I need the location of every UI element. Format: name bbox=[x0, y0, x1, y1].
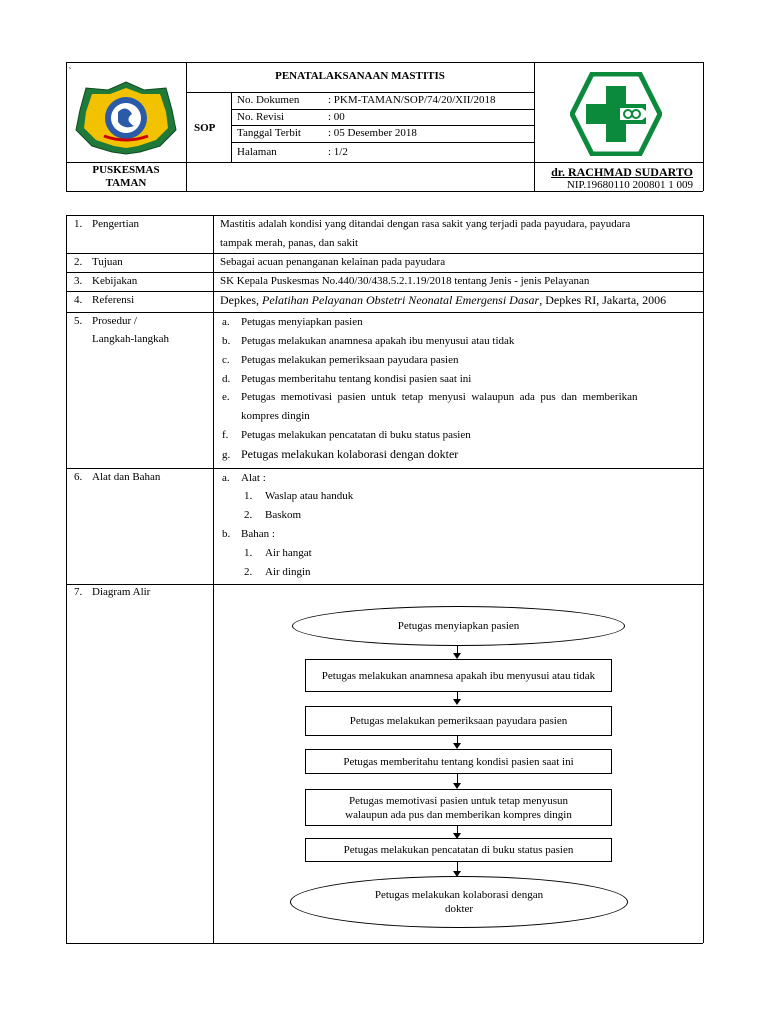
bahan-item-num: 2. bbox=[244, 566, 253, 578]
flow-step-anamnesa: Petugas melakukan anamnesa apakah ibu menyusui atau tidak bbox=[305, 659, 612, 692]
alat-item: Waslap atau handuk bbox=[265, 490, 354, 502]
flow-end-oval: Petugas melakukan kolaborasi dengan dokter bbox=[290, 876, 628, 928]
flow-arrowhead bbox=[453, 699, 461, 705]
meta-value-revisi: : 00 bbox=[328, 111, 345, 123]
flow-start-oval: Petugas menyiapkan pasien bbox=[292, 606, 625, 646]
document-title: PENATALAKSANAAN MASTITIS bbox=[275, 70, 445, 82]
pengertian-text-line2: tampak merah, panas, dan sakit bbox=[220, 237, 359, 249]
section-num-referensi: 4. bbox=[74, 294, 83, 306]
step-text: Petugas memotivasi pasien untuk tetap menyusi walaupun ada pus dan memberikan bbox=[241, 391, 638, 403]
org-name-line1: PUSKESMAS bbox=[92, 164, 160, 176]
flow-step-memotivasi: Petugas memotivasi pasien untuk tetap menyusun walaupun ada pus dan memberikan kompres dingin bbox=[305, 789, 612, 826]
flow-step-pencatatan: Petugas melakukan pencatatan di buku status pasien bbox=[305, 838, 612, 862]
alat-key: a. bbox=[222, 472, 230, 484]
meta-value-halaman: : 1/2 bbox=[328, 146, 348, 158]
meta-label-revisi: No. Revisi bbox=[237, 111, 285, 123]
signer-name: dr. RACHMAD SUDARTO bbox=[551, 165, 693, 179]
flow-step-pemeriksaan: Petugas melakukan pemeriksaan payudara pasien bbox=[305, 706, 612, 736]
step-text: Petugas menyiapkan pasien bbox=[241, 316, 363, 328]
puskesmas-emblem-icon bbox=[74, 80, 178, 156]
alat-item: Baskom bbox=[265, 509, 302, 521]
bahan-label: Bahan : bbox=[241, 528, 275, 540]
section-label-kebijakan: Kebijakan bbox=[92, 275, 138, 287]
section-label-prosedur-2: Langkah-langkah bbox=[92, 333, 169, 345]
step-key: c. bbox=[222, 354, 230, 366]
section-label-diagram: Diagram Alir bbox=[92, 586, 151, 598]
green-cross-logo-icon bbox=[570, 72, 662, 156]
step-key: d. bbox=[222, 373, 231, 385]
section-num-kebijakan: 3. bbox=[74, 275, 83, 287]
section-label-alat: Alat dan Bahan bbox=[92, 471, 161, 483]
section-num-alat: 6. bbox=[74, 471, 83, 483]
meta-label-halaman: Halaman bbox=[237, 146, 277, 158]
sop-label: SOP bbox=[194, 122, 216, 134]
step-key: e. bbox=[222, 391, 230, 403]
step-text-cont: kompres dingin bbox=[241, 410, 310, 422]
section-label-tujuan: Tujuan bbox=[92, 256, 123, 268]
step-text: Petugas melakukan anamnesa apakah ibu menyusui atau tidak bbox=[241, 335, 515, 347]
meta-label-tanggal: Tanggal Terbit bbox=[237, 127, 301, 139]
bahan-item: Air hangat bbox=[265, 547, 312, 559]
step-text: Petugas melakukan pencatatan di buku status pasien bbox=[241, 429, 471, 441]
alat-item-num: 2. bbox=[244, 509, 253, 521]
section-label-prosedur: Prosedur / bbox=[92, 315, 137, 327]
pengertian-text-line1: Mastitis adalah kondisi yang ditandai dengan rasa sakit yang terjadi pada payudara, payudara bbox=[220, 218, 631, 230]
alat-label: Alat : bbox=[241, 472, 266, 484]
tujuan-text: Sebagai acuan penanganan kelainan pada payudara bbox=[220, 256, 446, 268]
signer-nip: NIP.19680110 200801 1 009 bbox=[566, 179, 693, 191]
referensi-suffix: , Depkes RI, Jakarta, 2006 bbox=[539, 293, 667, 307]
org-name-line2: TAMAN bbox=[105, 177, 147, 189]
step-key: f. bbox=[222, 429, 229, 441]
bahan-item: Air dingin bbox=[265, 566, 311, 578]
referensi-text bbox=[220, 294, 666, 307]
meta-value-dokumen: : PKM-TAMAN/SOP/74/20/XII/2018 bbox=[328, 94, 496, 106]
section-num-pengertian: 1. bbox=[74, 218, 83, 230]
meta-label-dokumen: No. Dokumen bbox=[237, 94, 300, 106]
step-text: Petugas memberitahu tentang kondisi pasien saat ini bbox=[241, 373, 472, 385]
step-key: b. bbox=[222, 335, 231, 347]
alat-item-num: 1. bbox=[244, 490, 253, 502]
step-text: Petugas melakukan pemeriksaan payudara pasien bbox=[241, 354, 459, 366]
section-num-tujuan: 2. bbox=[74, 256, 83, 268]
section-num-diagram: 7. bbox=[74, 586, 83, 598]
kebijakan-text: SK Kepala Puskesmas No.440/30/438.5.2.1.19/2018 tentang Jenis - jenis Pelayanan bbox=[220, 275, 590, 287]
referensi-prefix: Depkes, bbox=[220, 293, 262, 307]
bahan-item-num: 1. bbox=[244, 547, 253, 559]
meta-value-tanggal: : 05 Desember 2018 bbox=[328, 127, 417, 139]
step-key: g. bbox=[222, 449, 231, 461]
backtick-mark: ` bbox=[68, 66, 72, 78]
flow-step-memberitahu: Petugas memberitahu tentang kondisi pasien saat ini bbox=[305, 749, 612, 774]
section-label-pengertian: Pengertian bbox=[92, 218, 140, 230]
bahan-key: b. bbox=[222, 528, 231, 540]
referensi-title: Pelatihan Pelayanan Obstetri Neonatal Emergensi Dasar bbox=[262, 293, 540, 307]
step-text: Petugas melakukan kolaborasi dengan dokter bbox=[241, 447, 459, 461]
step-key: a. bbox=[222, 316, 230, 328]
section-label-referensi: Referensi bbox=[92, 294, 135, 306]
section-num-prosedur: 5. bbox=[74, 315, 83, 327]
